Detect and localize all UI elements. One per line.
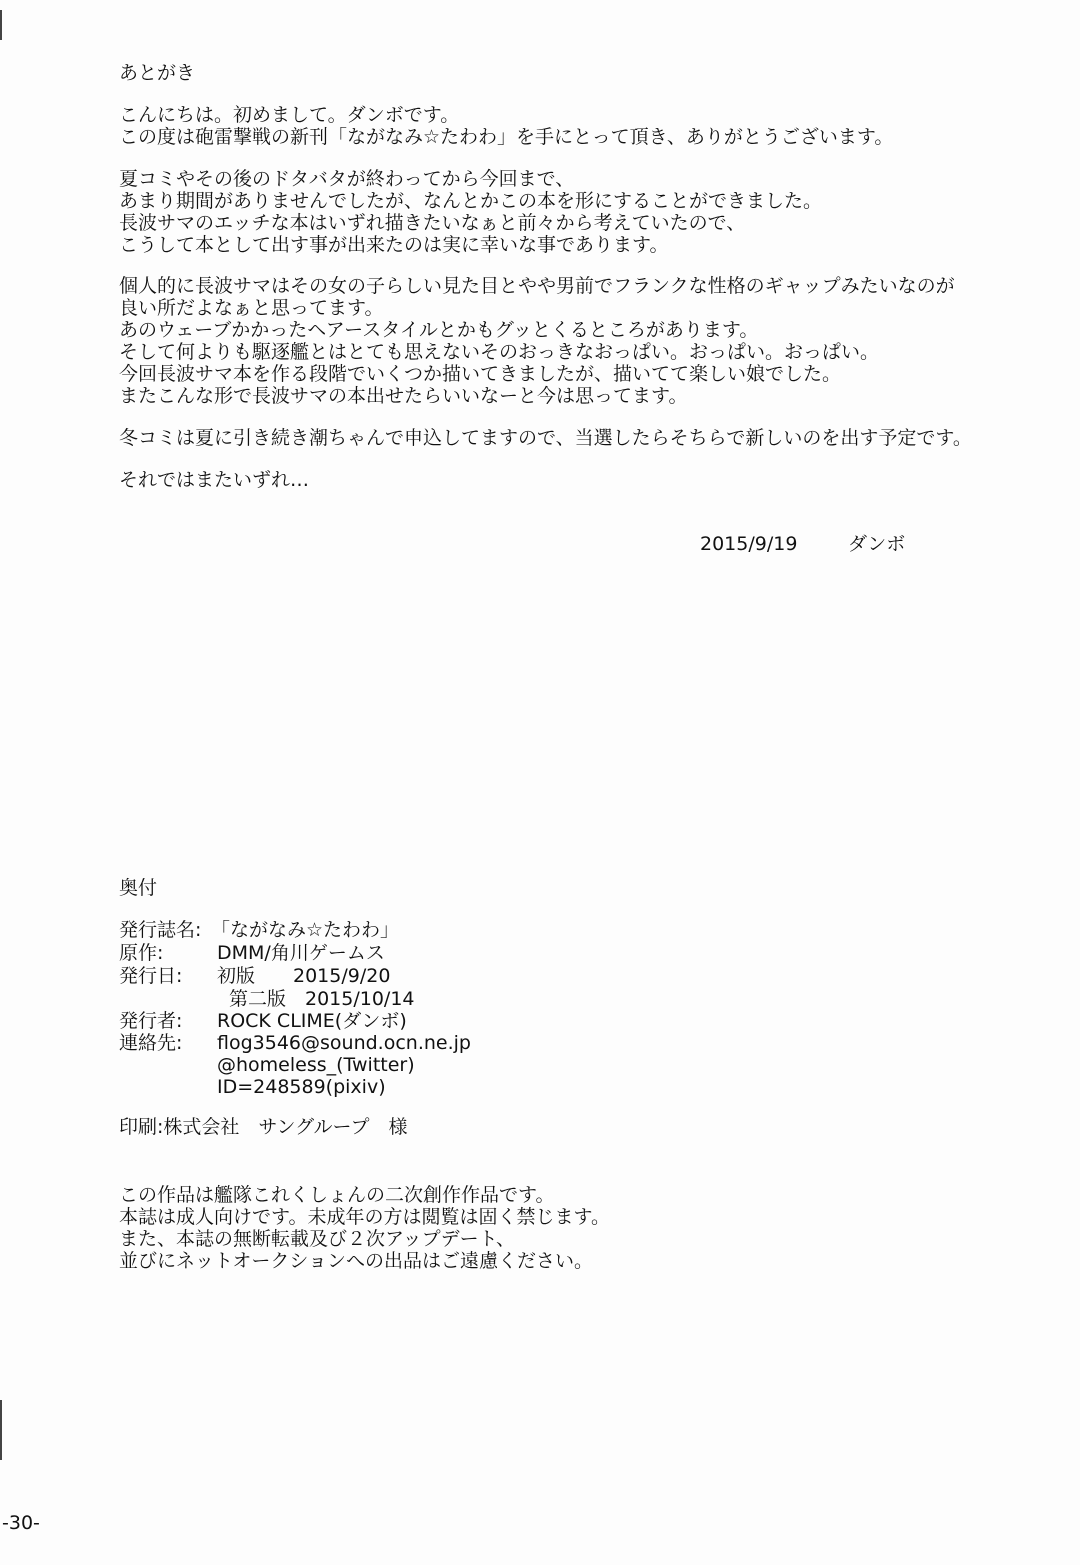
colophon-title-value: 「ながなみ☆たわわ」 [211,919,400,941]
colophon-first-edition: 初版 2015/9/20 [217,965,391,987]
colophon-printer: 印刷:株式会社 サングループ 様 [119,1116,408,1138]
page-number: -30- [2,1512,40,1534]
colophon-title-label: 発行誌名: [119,919,202,941]
afterword-line: そして何よりも駆逐艦とはとても思えないそのおっきなおっぱい。おっぱい。おっぱい。 [119,341,880,363]
colophon-publisher-label: 発行者: [119,1010,183,1032]
colophon-contact-twitter: @homeless_(Twitter) [217,1054,415,1076]
colophon-original-label: 原作: [119,942,164,964]
afterword-line: あのウェーブかかったヘアースタイルとかもグッとくるところがあります。 [119,319,759,341]
afterword-line: またこんな形で長波サマの本出せたらいいなーと今は思ってます。 [119,385,688,407]
signature-name: ダンボ [848,533,906,555]
colophon-publisher-value: ROCK CLIME(ダンボ) [217,1010,407,1032]
afterword-line: 長波サマのエッチな本はいずれ描きたいなぁと前々から考えていたので、 [119,212,746,234]
colophon-heading: 奥付 [119,877,158,899]
colophon-contact-label: 連絡先: [119,1032,183,1054]
afterword-line: それではまたいずれ… [119,469,310,491]
colophon-original-value: DMM/角川ゲームス [217,942,385,964]
colophon-contact-pixiv: ID=248589(pixiv) [217,1076,386,1098]
colophon-second-edition: 第二版 2015/10/14 [229,988,415,1010]
afterword-line: 今回長波サマ本を作る段階でいくつか描いてきましたが、描いてて楽しい娘でした。 [119,363,842,385]
notice-line: この作品は艦隊これくしょんの二次創作作品です。 [119,1184,555,1206]
notice-line: 並びにネットオークションへの出品はご遠慮ください。 [119,1250,594,1272]
afterword-line: 夏コミやその後のドタバタが終わってから今回まで、 [119,168,575,190]
afterword-line: こんにちは。初めまして。ダンボです。 [119,104,460,126]
afterword-line: あまり期間がありませんでしたが、なんとかこの本を形にすることができました。 [119,190,823,212]
afterword-line: 個人的に長波サマはその女の子らしい見た目とやや男前でフランクな性格のギャップみたいなのが [119,275,955,297]
colophon-contact-email: flog3546@sound.ocn.ne.jp [217,1032,471,1054]
notice-line: 本誌は成人向けです。未成年の方は閲覧は固く禁じます。 [119,1206,610,1228]
afterword-line: こうして本として出す事が出来たのは実に幸いな事であります。 [119,234,669,256]
afterword-line: 良い所だよなぁと思ってます。 [119,297,384,319]
afterword-line: この度は砲雷撃戦の新刊「ながなみ☆たわわ」を手にとって頂き、ありがとうございます。 [119,126,894,148]
colophon-date-label: 発行日: [119,965,183,987]
scan-edge-mark [0,1400,2,1460]
scan-edge-mark [0,10,2,40]
notice-line: また、本誌の無断転載及び２次アップデート、 [119,1228,515,1250]
signature-date: 2015/9/19 [700,533,798,555]
afterword-heading: あとがき [119,62,196,84]
afterword-line: 冬コミは夏に引き続き潮ちゃんで申込してますので、当選したらそちらで新しいのを出す予定です。 [119,427,972,449]
